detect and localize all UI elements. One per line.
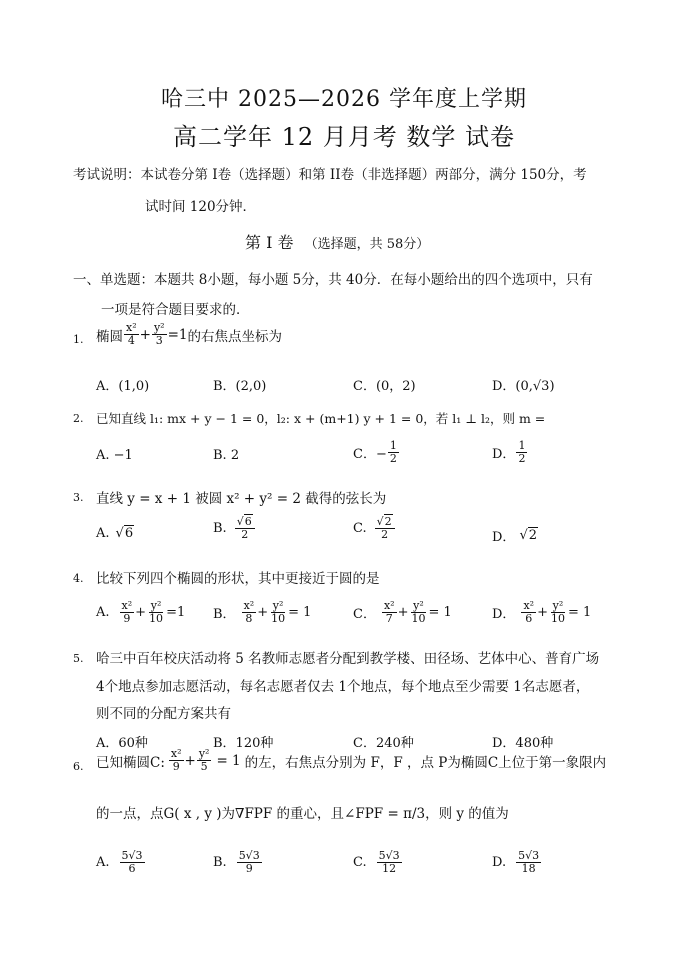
q3-stem: 直线 y = x + 1 被圆 x² + y² = 2 截得的弦长为: [96, 491, 387, 507]
part1-subtitle: （选择题，共 58分）: [304, 237, 430, 252]
q5-line2: 4个地点参加志愿活动，每名志愿者仅去 1个地点，每个地点至少需要 1名志愿者，: [96, 679, 590, 695]
q1-option-a[interactable]: A．(1,0): [96, 379, 150, 394]
q3-number: 3.: [73, 491, 84, 504]
q5-option-d[interactable]: D．480种: [492, 736, 554, 751]
q5-line1: 哈三中百年校庆活动将 5 名教师志愿者分配到教学楼、田径场、艺体中心、普育广场: [96, 651, 600, 667]
q4-stem: 比较下列四个椭圆的形状，其中更接近于圆的是: [96, 571, 380, 587]
q2-option-a[interactable]: A. −1: [96, 448, 133, 463]
q3-option-a[interactable]: A. √6: [96, 526, 134, 541]
q3-option-c[interactable]: C. $\frac{√2}{2}$: [353, 516, 396, 541]
q1-stem-post: 的右焦点坐标为: [187, 328, 282, 345]
q5-option-a[interactable]: A．60种: [96, 736, 148, 751]
q4-option-b[interactable]: B． $\frac{\text{x²}}{8}$ + $\frac{\text{y²}}{10}$ = 1: [213, 599, 312, 626]
q2-number: 2.: [73, 412, 84, 425]
q5-option-c[interactable]: C．240种: [353, 736, 414, 751]
instructions-line2: 试时间 120分钟．: [145, 199, 257, 215]
q1-frac-y: $\frac{\text{y²}}{3}$: [153, 321, 165, 348]
instructions-line1: 考试说明：本试卷分第 I卷（选择题）和第 II卷（非选择题）两部分，满分 150分，考: [73, 167, 587, 183]
exam-title-line1: 哈三中 2025—2026 学年度上学期: [161, 87, 527, 112]
q3-option-b[interactable]: B. $\frac{√6}{2}$: [213, 516, 256, 541]
q5-number: 5.: [73, 652, 84, 665]
q6-line1: 已知椭圆C: $\frac{\text{x²}}{9}$ + $\frac{\text{y²}}{5}$ = 1 的左，右焦点分别为 F，F ，点 P为椭圆C上位于第一象限内: [96, 747, 607, 774]
q4-number: 4.: [73, 572, 84, 585]
q6-option-c[interactable]: C. $\frac{5√3}{12}$: [353, 849, 400, 876]
q6-line2: 的一点，点G( x , y )为∇FPF 的重心，且∠FPF = π/3，则 y 的值为: [96, 806, 509, 822]
q2-option-b[interactable]: B. 2: [213, 448, 240, 463]
q6-number: 6.: [73, 760, 84, 773]
q1-frac-x: $\frac{\text{x²}}{4}$: [126, 321, 137, 348]
q2-option-d-frac: $\frac{1}{2}$: [518, 439, 526, 466]
q4-option-a[interactable]: A. $\frac{\text{x²}}{9}$ + $\frac{\text{y²}}{10}$ =1: [96, 599, 186, 626]
q1-stem: 椭圆 $\frac{\text{x²}}{4}$ + $\frac{\text{y²}}{3}$ =1 的右焦点坐标为: [96, 321, 282, 348]
q5-option-b[interactable]: B．120种: [213, 736, 274, 751]
part1-heading: [245, 230, 429, 253]
q3-option-d[interactable]: D． √2: [492, 528, 538, 545]
q4-option-d[interactable]: D． $\frac{\text{x²}}{6}$ + $\frac{\text{y²}}{10}$ = 1: [492, 599, 592, 626]
section1-line2: 一项是符合题目要求的．: [101, 302, 250, 318]
q6-option-b[interactable]: B. $\frac{5√3}{9}$: [213, 849, 260, 876]
q2-stem: 已知直线 l₁: mx + y − 1 = 0，l₂: x + (m+1) y + 1 = 0，若 l₁ ⊥ l₂，则 m =: [96, 411, 546, 426]
q1-option-b[interactable]: B．(2,0): [213, 379, 267, 394]
part1-title: 第 Ⅰ 卷: [245, 233, 294, 252]
q6-option-a[interactable]: A. $\frac{5√3}{6}$: [96, 849, 143, 876]
q2-option-d[interactable]: D． $\frac{1}{2}$: [492, 439, 526, 466]
exam-title-line2: 高二学年 12 月月考 数学 试卷: [172, 123, 516, 151]
q3-option-c-frac: $\frac{√2}{2}$: [375, 516, 395, 541]
q6-option-d[interactable]: D. $\frac{5√3}{18}$: [492, 849, 540, 876]
q2-option-c-frac: $\frac{1}{2}$: [389, 439, 397, 466]
q2-option-c[interactable]: C．− $\frac{1}{2}$: [353, 439, 397, 466]
q4-option-c[interactable]: C． $\frac{\text{x²}}{7}$ + $\frac{\text{y²}}{10}$ = 1: [353, 599, 452, 626]
section1-line1: 一、单选题：本题共 8小题，每小题 5分，共 40分．在每小题给出的四个选项中，只有: [73, 272, 593, 288]
q1-number: 1.: [73, 333, 84, 346]
q3-option-b-frac: $\frac{√6}{2}$: [235, 516, 255, 541]
q1-stem-pre: 椭圆: [96, 328, 123, 345]
q1-option-d[interactable]: D．(0,√3): [492, 379, 555, 394]
q5-line3: 则不同的分配方案共有: [96, 706, 231, 722]
q1-option-c[interactable]: C．(0，2): [353, 379, 416, 394]
